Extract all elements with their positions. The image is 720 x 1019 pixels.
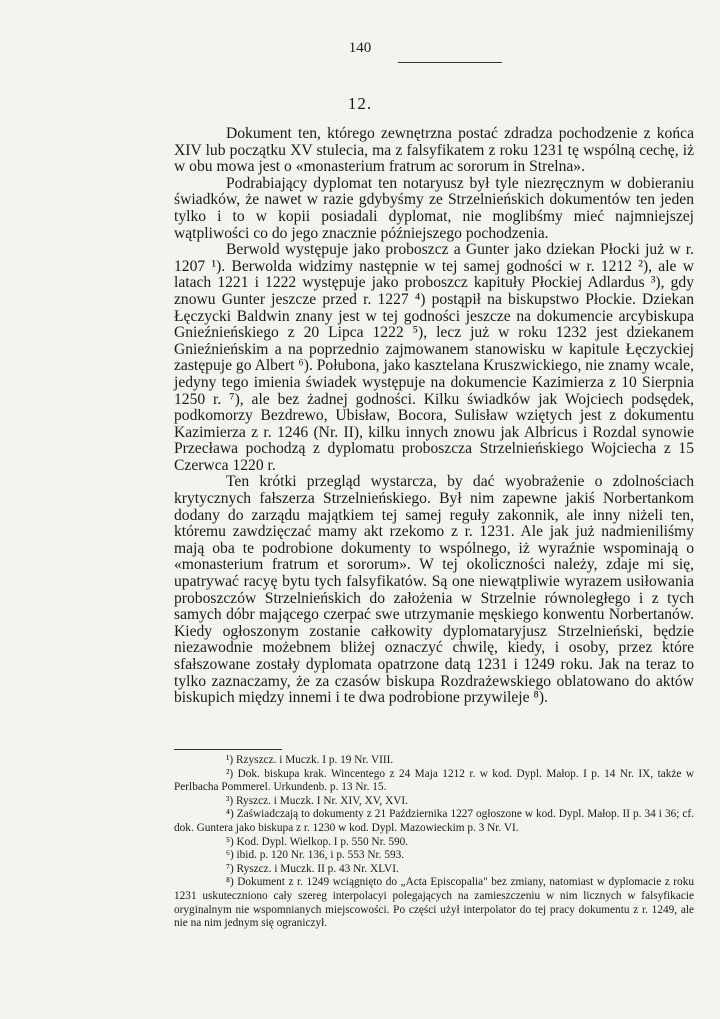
footnote: ¹) Rzyszcz. i Muczk. I p. 19 Nr. VIII. [226,754,394,766]
paragraph: Dokument ten, którego zewnętrzna postać zdradza pochodzenie z końca XIV lub początku XV stulecia, ma z falsyfikatem z roku 1231 tę wspólną cechę, iż w obu mowa jest o «monasterium fratrum ac sororum in Strelna». [174,125,694,176]
footnote: ⁴) Zaświadczają to dokumenty z 21 Października 1227 ogłoszone w kod. Dypl. Małop. II p. 34 i 36; cf. dok. Guntera jako biskupa z r. 1230 w kod. Dypl. Mazowieckim p. 3 Nr. VI. [174,808,694,834]
footnote-rule [174,749,282,750]
paragraph: Podrabiający dyplomat ten notaryusz był tyle niezręcznym w dobieraniu świadków, że nawet w razie gdybyśmy ze Strzelnieńskich dokumentów ten jeden tylko i to w kopii posiadali dyplomat, nie moglibśmy mieć najmniejszej wątpliwości co do jego znacznie późniejszego pochodzenia. [174,174,694,242]
section-number: 12. [347,94,373,113]
header-rule [398,62,502,63]
footnote: ³) Ryszcz. i Muczk. I Nr. XIV, XV, XVI. [226,794,408,807]
paragraph: Ten krótki przegląd wystarcza, by dać wyobrażenie o zdolnościach krytycznych fałszerza Strzelnieńskiego. Był nim zapewne jakiś Norbertankom dodany do zarządu majątkiem tej samej reguły zakonnik, ale inny niżeli ten, któremu zawdzięczać mamy akt rzekomo z r. 1231. Ale jak już nadmieniliśmy mają oba te podrobione dokumenty to wspólnego, iż wyraźnie wspominają o «monasterium fratrum et sororum». W tej okoliczności należy, zdaje mi się, upatrywać racyę bytu tych falsyfikatów. Są one niewątpliwie wyrazem usiłowania proboszczów Strzelnieńskich do założenia w Strzelnie równoległego i z tych samych dóbr mającego czerpać swe utrzymanie męskiego konwentu Norbertanów. Kiedy ogłoszonym zostanie całkowity dyplomataryjusz Strzelnieński, będzie niezawodnie możebnem bliżej oznaczyć chwilę, kiedy, i osoby, przez które sfałszowane zostały dyplomata opatrzone datą 1231 i 1249 roku. Jak na teraz to tylko zaznaczamy, że za czasów biskupa Rozdrażewskiego oblatowano do aktów biskupich między innemi i te dwa podrobione przywileje ⁸). [174,473,694,707]
footnote: ⁵) Kod. Dypl. Wielkop. I p. 550 Nr. 590. [226,835,409,848]
footnote: ²) Dok. biskupa krak. Wincentego z 24 Maja 1212 r. w kod. Dypl. Małop. I p. 14 Nr. IX, także w Perlbacha Pommerel. Urkundenb. p. 13 Nr. 15. [174,767,694,794]
footnote: ⁷) Ryszcz. i Muczk. II p. 43 Nr. XLVI. [226,862,399,875]
body-text [174,126,694,707]
page-number: 140 [348,40,372,56]
paragraph: Berwold występuje jako proboszcz a Gunter jako dziekan Płocki już w r. 1207 ¹). Berwolda widzimy następnie w tej samej godności w r. 1212 ²), ale w latach 1221 i 1222 występuje jako proboszcz kapituły Płockiej Adlardus ³), gdy znowu Gunter jeszcze przed r. 1227 ⁴) postąpił na biskupstwo Płockie. Dziekan Łęczycki Baldwin znany jest w tej godności jeszcze na dokumencie arcybiskupa Gnieźnieńskiego z 20 Lipca 1222 ⁵), lecz już w roku 1232 jest dziekanem Gnieźnieńskim a na poprzednio zajmowanem stanowisku w kapitule Łęczyckiej zastępuje go Albert ⁶). Połubona, jako kasztelana Kruszwickiego, nie znamy wcale, jedyny tego imienia świadek występuje na dokumencie Kazimierza z 10 Sierpnia 1250 r. ⁷), ale bez żadnej godności. Kilku świadków jak Wojciech podsędek, podkomorzy Bezdrewo, Ubisław, Bocora, Sulisław wziętych jest z dokumentu Kazimierza z r. 1246 (Nr. II), kilku innych znowu jak Albricus i Rozdal synowie Przecława pochodzą z dyplomatu proboszcza Strzelnieńskiego Wojciecha z 15 Czerwca 1220 r. [174,241,694,474]
footnote: ⁶) ibid. p. 120 Nr. 136, i p. 553 Nr. 593. [226,849,405,862]
footnote: ⁸) Dokument z r. 1249 wciągnięto do „Acta Episcopalia" bez zmiany, natomiast w dyplomacie z roku 1231 uskuteczniono cały szereg interpolacyi polegających na zamieszczeniu w nim licznych w falsyfikacie oryginalnym nie wspomnianych miejscowości. Po części użył interpolator do tej pracy dokumentu z r. 1249, ale nie na nim jednym się ograniczył. [174,876,694,930]
footnotes [174,754,694,931]
